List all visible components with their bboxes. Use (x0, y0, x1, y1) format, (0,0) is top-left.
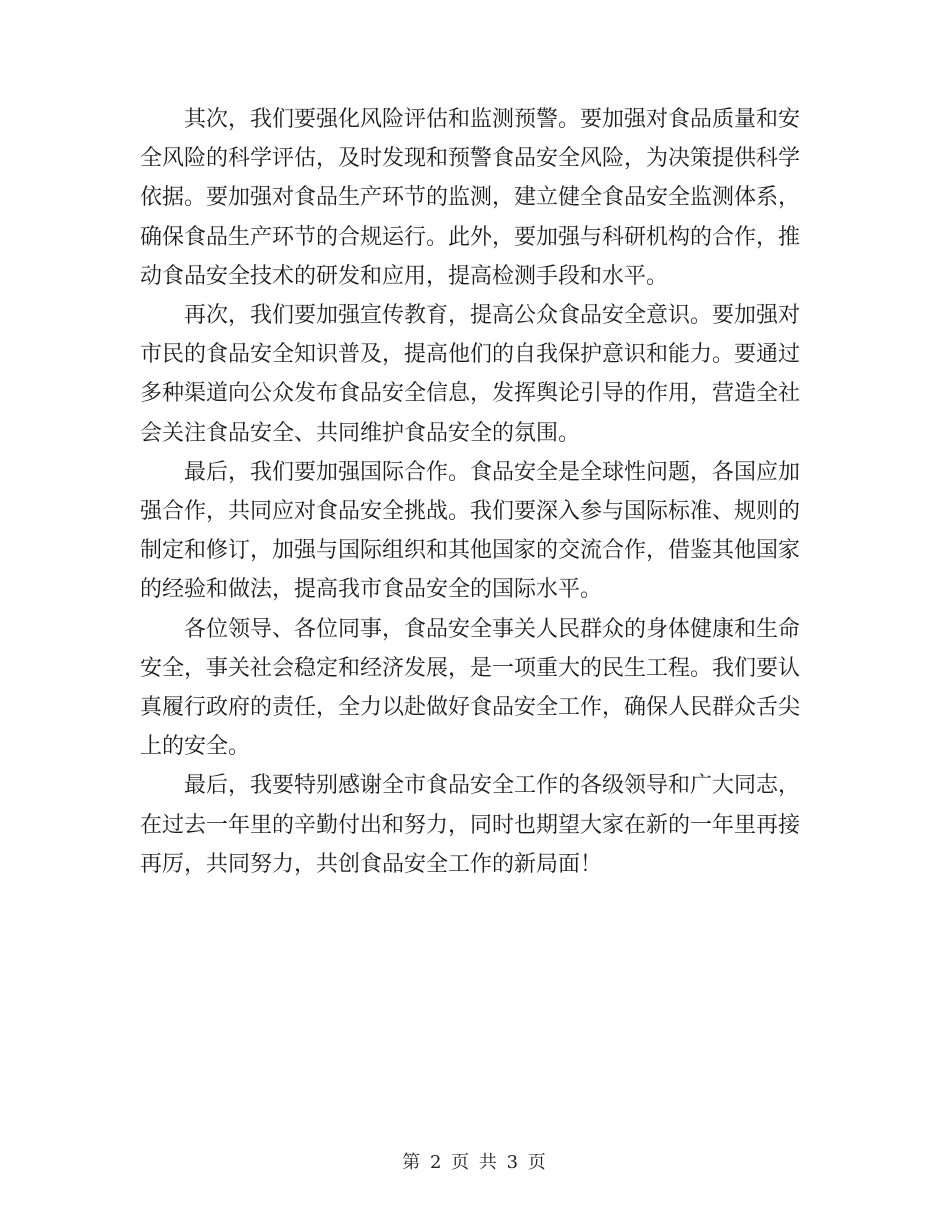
paragraph: 最后，我们要加强国际合作。食品安全是全球性问题，各国应加强合作，共同应对食品安全挑战。我们要深入参与国际标准、规则的制定和修订，加强与国际组织和其他国家的交流合作，借鉴其他国家的经验和做法，提高我市食品安全的国际水平。 (140, 459, 801, 603)
paragraph: 最后，我要特别感谢全市食品安全工作的各级领导和广大同志，在过去一年里的辛勤付出和努力，同时也期望大家在新的一年里再接再厉，共同努力，共创食品安全工作的新局面！ (140, 773, 801, 877)
paragraph: 各位领导、各位同事，食品安全事关人民群众的身体健康和生命安全，事关社会稳定和经济发展，是一项重大的民生工程。我们要认真履行政府的责任，全力以赴做好食品安全工作，确保人民群众舌尖上的安全。 (140, 616, 801, 760)
paragraph: 再次，我们要加强宣传教育，提高公众食品安全意识。要加强对市民的食品安全知识普及，提高他们的自我保护意识和能力。要通过多种渠道向公众发布食品安全信息，发挥舆论引导的作用，营造全社会关注食品安全、共同维护食品安全的氛围。 (140, 303, 801, 446)
page-number-footer: 第 2 页 共 3 页 (402, 1152, 548, 1173)
paragraph: 其次，我们要强化风险评估和监测预警。要加强对食品质量和安全风险的科学评估，及时发现和预警食品安全风险，为决策提供科学依据。要加强对食品生产环节的监测，建立健全食品安全监测体系，确保食品生产环节的合规运行。此外，要加强与科研机构的合作，推动食品安全技术的研发和应用，提高检测手段和水平。 (140, 107, 801, 289)
document-body (140, 100, 800, 884)
